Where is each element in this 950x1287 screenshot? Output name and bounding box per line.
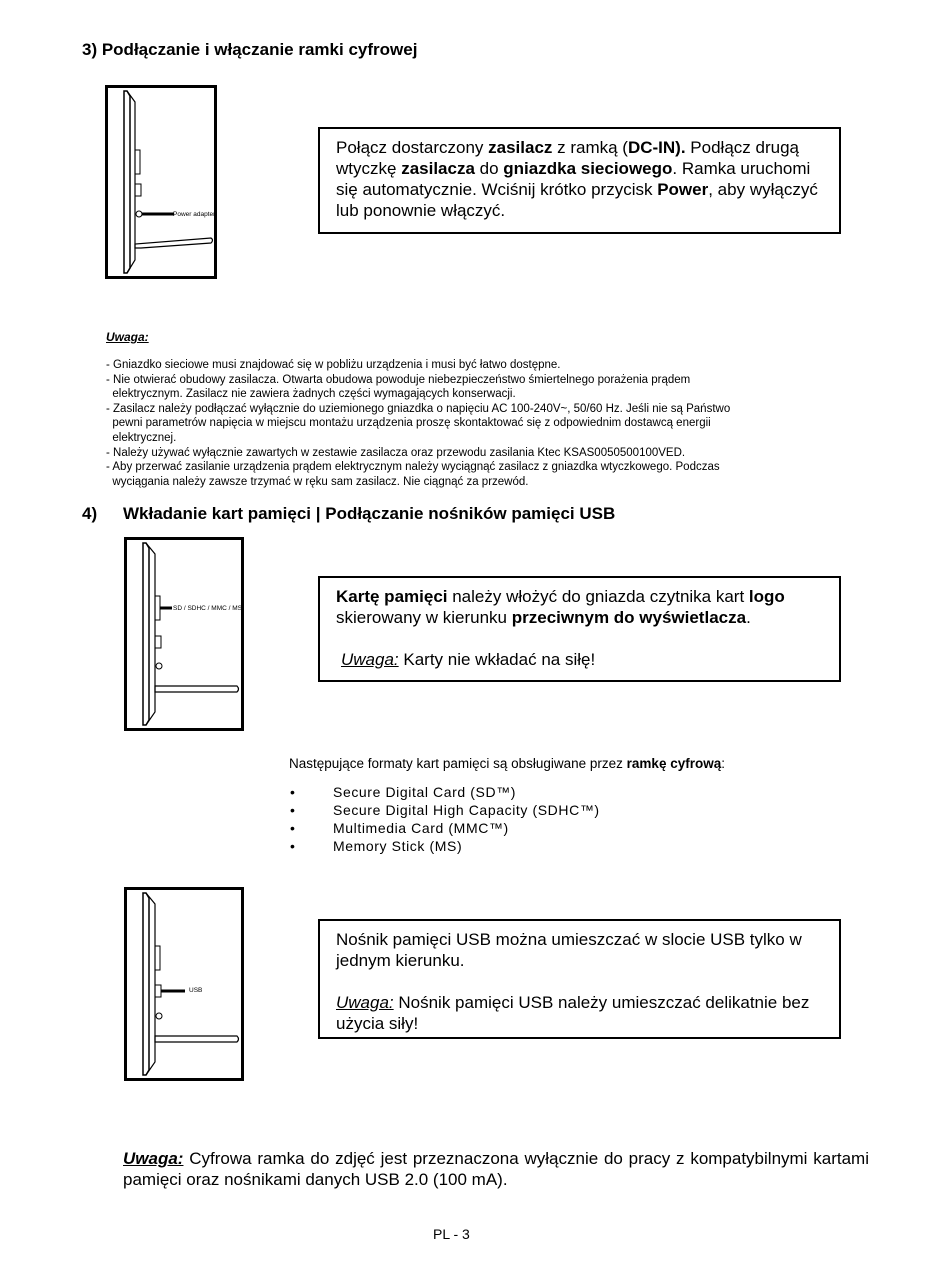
format-item <box>290 783 600 801</box>
format-label: Multimedia Card (MMC™) <box>333 820 509 836</box>
text-run: do <box>474 159 504 178</box>
warning-line: - Aby przerwać zasilanie urządzenia prądem elektrycznym należy wyciągnąć zasilacz z gniazdka wtyczkowego. Podczas <box>106 461 720 474</box>
card-instruction-box <box>318 576 841 682</box>
format-label: Memory Stick (MS) <box>333 838 463 854</box>
power-adapter-label: Power adapter <box>173 211 216 218</box>
text-run: należy włożyć do gniazda czytnika kart <box>447 587 749 606</box>
warnings-list <box>106 358 730 489</box>
bullet-icon: • <box>290 784 296 800</box>
format-item <box>290 819 600 837</box>
text-run: z ramką ( <box>552 138 628 157</box>
card-slot-label: SD / SDHC / MMC / MS <box>173 605 242 612</box>
page-number: PL - 3 <box>433 1226 470 1242</box>
text-run: skierowany w kierunku <box>336 608 512 627</box>
text-run: . <box>746 608 751 627</box>
power-instruction-box <box>318 127 841 234</box>
frame-side-view-icon <box>127 540 241 728</box>
formats-list <box>290 783 600 855</box>
frame-power-illustration <box>105 85 217 279</box>
bullet-icon: • <box>290 802 296 818</box>
bold-text: zasilacz <box>488 138 553 157</box>
usb-instruction-box <box>318 919 841 1039</box>
warnings-title: Uwaga: <box>106 330 149 344</box>
warning-line: wyciągania należy zawsze trzymać w ręku sam zasilacz. Nie ciągnąć za przewód. <box>106 475 529 488</box>
section-3-heading: 3) Podłączanie i włączanie ramki cyfrowej <box>82 40 418 59</box>
bold-text: Kartę pamięci <box>336 587 448 606</box>
text-run: , aby wyłączyć lub ponownie włączyć. <box>336 180 818 220</box>
usb-warning-text: Nośnik pamięci USB należy umieszczać delikatnie bez użycia siły! <box>336 993 810 1033</box>
formats-intro-bold: ramkę cyfrową <box>626 756 722 771</box>
text-run: . Ramka uruchomi się automatycznie. Wciśnij krótko przycisk <box>336 159 811 199</box>
formats-intro-text: Następujące formaty kart pamięci są obsługiwane przez <box>289 756 627 771</box>
format-label: Secure Digital Card (SD™) <box>333 784 517 800</box>
section-4-heading: Wkładanie kart pamięci | Podłączanie nośników pamięci USB <box>123 504 616 523</box>
bold-text: zasilacza <box>401 159 475 178</box>
format-item <box>290 801 600 819</box>
bold-text: gniazdka sieciowego <box>503 159 673 178</box>
warning-line: - Zasilacz należy podłączać wyłącznie do uziemionego gniazdka o napięciu AC 100-240V~, 50/60 Hz. Jeśli nie są Państwo <box>106 402 731 415</box>
warning-line: - Gniazdko sieciowe musi znajdować się w pobliżu urządzenia i musi być łatwo dostępne. <box>106 359 561 371</box>
warning-line: elektrycznym. Zasilacz nie zawiera żadnych części wymagających konserwacji. <box>106 388 516 401</box>
warning-line: pewni parametrów napięcia w miejscu montażu urządzenia proszę skontaktować się z odpowiednim dostawcą energii <box>106 417 711 430</box>
text-run: Połącz dostarczony <box>336 138 489 157</box>
section-4-number: 4) <box>82 504 98 523</box>
card-warning-label: Uwaga: <box>341 650 399 669</box>
usb-warning <box>336 992 823 1034</box>
compatibility-note-label: Uwaga: <box>123 1149 184 1168</box>
compatibility-note-text: Cyfrowa ramka do zdjęć jest przeznaczona wyłącznie do pracy z kompatybilnymi kartami pamięci oraz nośnikami danych USB 2.0 (100 mA). <box>123 1149 869 1189</box>
bold-text: logo <box>748 587 785 606</box>
frame-side-view-icon <box>127 890 241 1078</box>
format-label: Secure Digital High Capacity (SDHC™) <box>333 802 600 818</box>
frame-usb-illustration <box>124 887 244 1081</box>
card-warning-text: Karty nie wkładać na siłę! <box>398 650 596 669</box>
bold-text: Power <box>657 180 709 199</box>
warning-line: elektrycznej. <box>106 431 177 444</box>
warning-line: - Należy używać wyłącznie zawartych w zestawie zasilacza oraz przewodu zasilania Ktec KSAS0050500100VED. <box>106 446 686 459</box>
warning-line: - Nie otwierać obudowy zasilacza. Otwarta obudowa powoduje niebezpieczeństwo śmiertelnego porażenia prądem <box>106 373 691 386</box>
usb-warning-label: Uwaga: <box>336 993 394 1012</box>
format-item <box>290 837 600 855</box>
power-instruction-text <box>336 137 823 221</box>
bold-text: przeciwnym do wyświetlacza <box>511 608 747 627</box>
card-instruction-text <box>336 586 823 628</box>
formats-intro-end: : <box>721 756 725 771</box>
usb-instruction-text: Nośnik pamięci USB można umieszczać w slocie USB tylko w jednym kierunku. <box>336 930 802 970</box>
frame-card-slot-illustration <box>124 537 244 731</box>
bullet-icon: • <box>290 820 296 836</box>
bold-text: DC-IN). <box>627 138 686 157</box>
frame-side-view-icon <box>108 88 214 276</box>
formats-intro <box>289 756 725 771</box>
usb-label: USB <box>189 987 203 994</box>
bullet-icon: • <box>290 838 296 854</box>
text-run: Podłącz drugą wtyczkę <box>336 138 799 178</box>
card-warning <box>336 649 823 670</box>
compatibility-note <box>123 1148 869 1190</box>
